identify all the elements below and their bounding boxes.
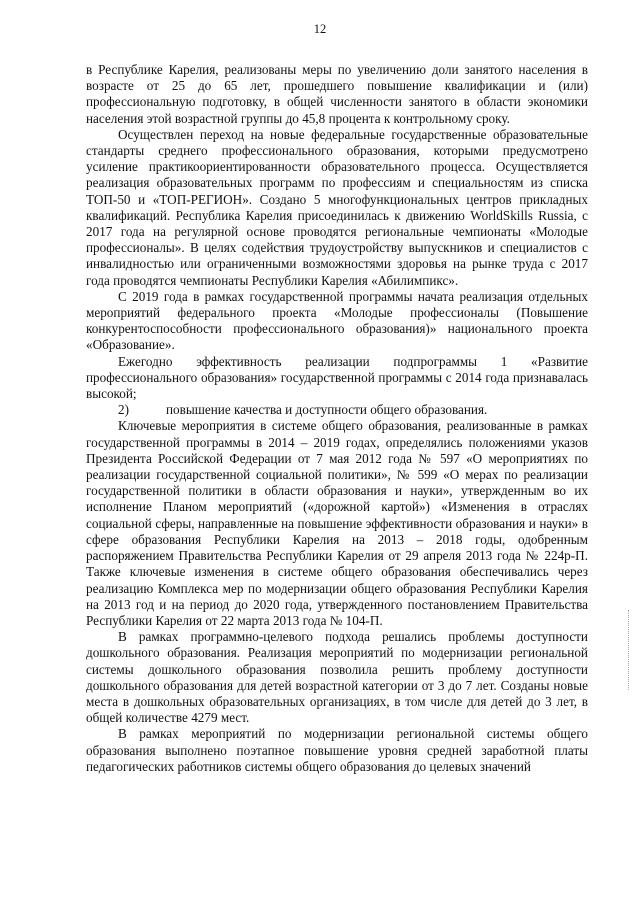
paragraph-continued: в Республике Карелия, реализованы меры по увеличению доли занятого населения в возрасте от 25 до 65 лет, прошедшего повышение квалификации и (или) профессиональную подготовку, в общей численности занятого в области экономики населения этой возрастной группы до 45,8 процента к контрольному сроку. <box>86 62 588 126</box>
scan-edge-marks <box>628 610 631 690</box>
document-body <box>86 62 588 775</box>
paragraph-vocational-standards: Осуществлен переход на новые федеральные государственные образовательные стандарты среднего профессионального образования, которыми предусмотрено усиление практикоориентированности образовательного процесса. Осуществляется реализация образовательных программ по профессиям и специальностям из списка ТОП-50 и «ТОП-РЕГИОН». Создано 5 многофункциональных центров прикладных квалификаций. Республика Карелия присоединилась к движению WorldSkills Russia, с 2017 года на регулярной основе проводятся региональные чемпионаты «Молодые профессионалы». В целях содействия трудоустройству выпускников и специалистов с инвалидностью или ограниченными возможностями здоровья на рынке труда с 2017 года проводятся чемпионаты Республики Карелия «Абилимпикс». <box>86 126 588 288</box>
paragraph-young-professionals: С 2019 года в рамках государственной программы начата реализация отдельных мероприятий федерального проекта «Молодые профессионалы (Повышение конкурентоспособности профессионального образования)» национального проекта «Образование». <box>86 288 588 353</box>
list-item-number: 2) <box>118 402 129 418</box>
list-item-text: повышение качества и доступности общего образования. <box>166 402 488 418</box>
page-number: 12 <box>313 22 327 36</box>
paragraph-key-measures: Ключевые мероприятия в системе общего образования, реализованные в рамках государственной программы в 2014 – 2019 годах, определялись положениями указов Президента Российской Федерации от 7 мая 2012 года № 597 «О мероприятиях по реализации государственной социальной политики», № 599 «О мерах по реализации государственной политики в области образования и науки», утвержденным во их исполнение Планом мероприятий («дорожной картой») «Изменения в отраслях социальной сферы, направленные на повышение эффективности образования и науки» в сфере образования Республики Карелия на 2013 – 2018 годы, одобренным распоряжением Правительства Республики Карелия от 29 апреля 2013 года № 224р-П. Также ключевые изменения в системе общего образования обеспечивались через реализацию Комплекса мер по модернизации общего образования Республики Карелия на 2013 год и на период до 2020 года, утвержденного постановлением Правительства Республики Карелия от 22 марта 2013 года № 104-П. <box>86 418 588 628</box>
paragraph-preschool: В рамках программно-целевого подхода решались проблемы доступности дошкольного образования. Реализация мероприятий по модернизации региональной системы дошкольного образования позволила решить проблему доступности дошкольного образования для детей возрастной категории от 3 до 7 лет. Созданы новые места в дошкольных образовательных организациях, в том числе для детей до 3 лет, в общей количестве 4279 мест. <box>86 629 588 726</box>
list-item-2 <box>86 402 588 418</box>
paragraph-salary: В рамках мероприятий по модернизации региональной системы общего образования выполнено поэтапное повышение уровня средней заработной платы педагогических работников системы общего образования до целевых значений <box>86 726 588 774</box>
paragraph-efficiency: Ежегодно эффективность реализации подпрограммы 1 «Развитие профессионального образования» государственной программы с 2014 года признавалась высокой; <box>86 353 588 402</box>
